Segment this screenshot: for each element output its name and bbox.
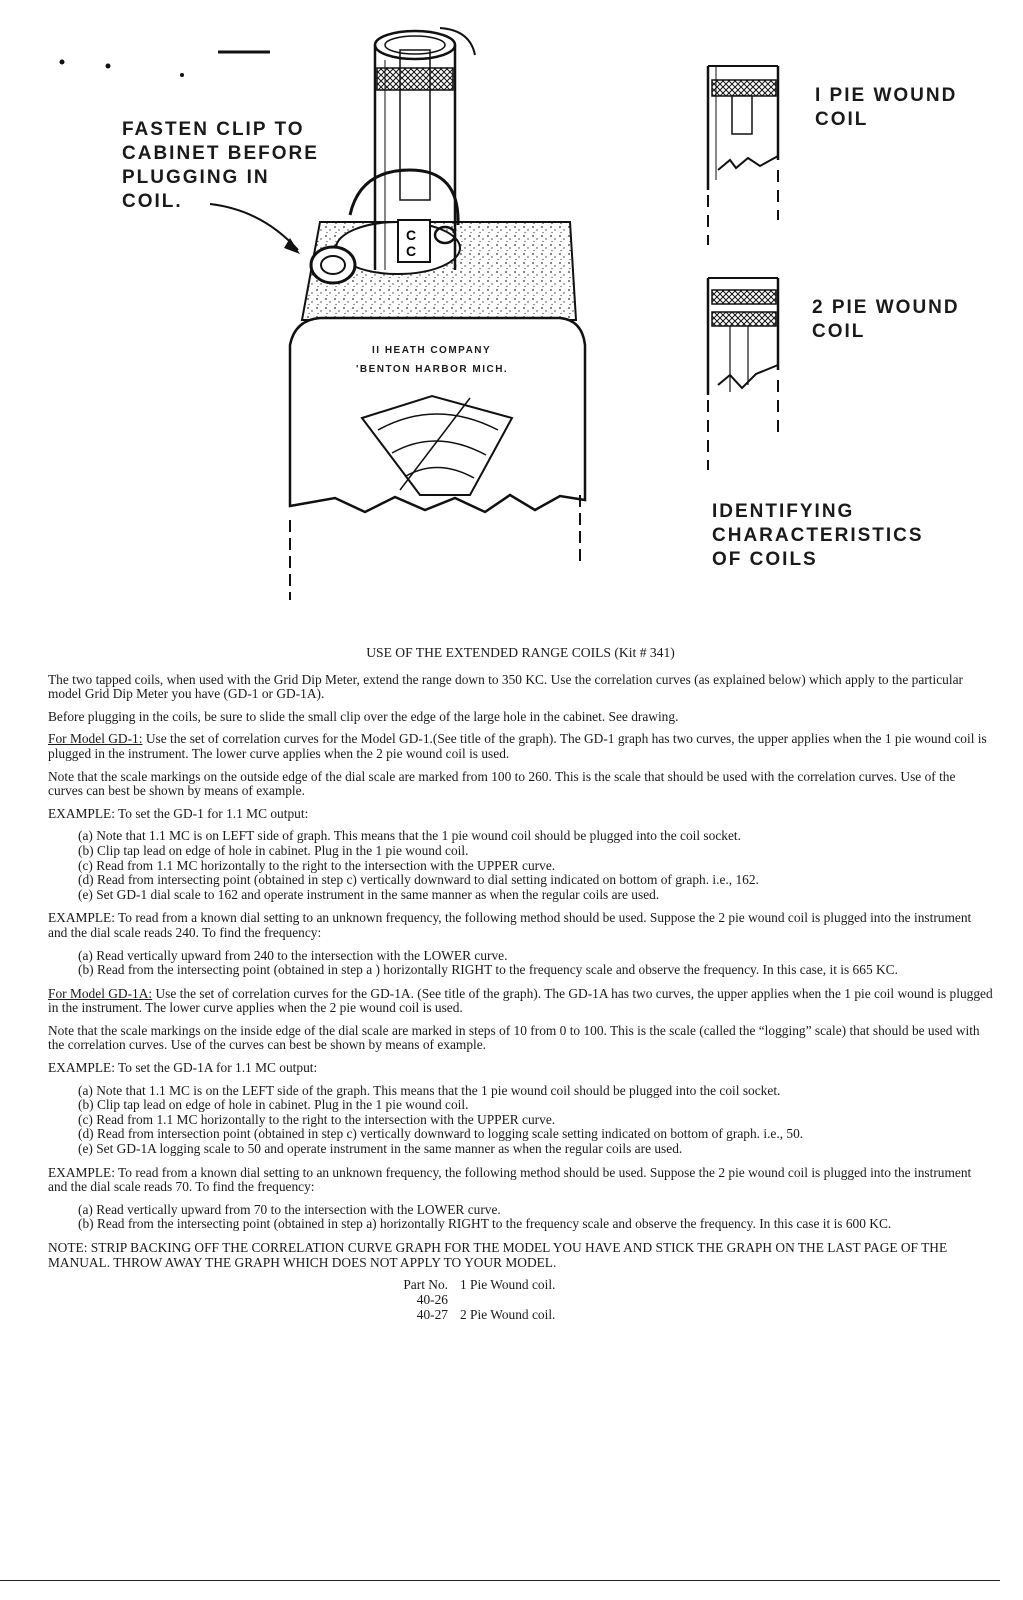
clip-arrowhead	[284, 238, 300, 254]
cabinet-front	[290, 318, 585, 600]
intro-paragraph: The two tapped coils, when used with the Grid Dip Meter, extend the range down to 350 KC. Use the correlation curves (as explained below) which apply to the particular model Grid Dip Meter you have (GD-1 or GD-1A).	[48, 671, 963, 702]
list-item: (a) Note that 1.1 MC is on LEFT side of graph. This means that the 1 pie wound coil should be plugged into the coil socket.	[78, 828, 741, 844]
gd1a-paragraph	[48, 987, 993, 1016]
list-item: (a) Read vertically upward from 70 to the intersection with the LOWER curve.	[78, 1201, 501, 1217]
stray-marks	[60, 52, 271, 77]
part-description: 1 Pie Wound coil.	[460, 1277, 556, 1293]
instruction-text	[48, 646, 993, 1323]
section-title: USE OF THE EXTENDED RANGE COILS (Kit # 341)	[366, 645, 675, 660]
list-item: (c) Read from 1.1 MC horizontally to the right to the intersection with the UPPER curve.	[78, 1111, 556, 1127]
gd1a-example2-steps	[78, 1203, 993, 1232]
list-item: (c) Read from 1.1 MC horizontally to the right to the intersection with the UPPER curve.	[78, 857, 556, 873]
gd1a-example1-steps	[78, 1084, 993, 1157]
one-pie-coil-label: I PIE WOUND COIL	[815, 85, 958, 130]
svg-text:C: C	[406, 227, 417, 243]
list-item: (b) Clip tap lead on edge of hole in cabinet. Plug in the 1 pie wound coil.	[78, 1097, 469, 1113]
part-number: 40-27	[416, 1307, 448, 1323]
cabinet-brand-line1: II HEATH COMPANY	[372, 345, 492, 356]
gd1-paragraph	[48, 732, 993, 761]
gd1-scale-note: Note that the scale markings on the outside edge of the dial scale are marked from 100 to 260. This is the scale that should be used with the correlation curves. Use of the curves can best be shown by means of example.	[48, 768, 956, 799]
bottom-rule	[0, 1580, 1000, 1581]
part-description: 2 Pie Wound coil.	[460, 1307, 556, 1323]
gd1a-scale-note: Note that the scale markings on the inside edge of the dial scale are marked in steps of 10 from 0 to 100. This is the scale (called the “logging” scale) that should be used with the correlation curves. Use of the curves can best be shown by means of example.	[48, 1022, 980, 1053]
part-number: Part No. 40-26	[403, 1277, 448, 1307]
list-item: (e) Set GD-1 dial scale to 162 and operate instrument in the same manner as when the regular coils are used.	[78, 886, 660, 902]
identifying-label: IDENTIFYING CHARACTERISTICS OF COILS	[712, 501, 924, 570]
cabinet-brand-line2: 'BENTON HARBOR MICH.	[356, 364, 509, 375]
gd1-heading: For Model GD-1:	[48, 731, 143, 747]
two-pie-coil-label: 2 PIE WOUND COIL	[812, 297, 960, 342]
list-item: (b) Read from the intersecting point (obtained in step a) horizontally RIGHT to the frequency scale and observe the frequency. In this case it is 600 KC.	[78, 1216, 892, 1232]
gd1-example2-steps	[78, 949, 993, 978]
gd1a-text: Use the set of correlation curves for the GD-1A. (See title of the graph). The GD-1A has two curves, the upper applies when the 1 pie coil wound is plugged in the instrument. The lower curve applies when the 2 pie wound coil is used.	[48, 985, 993, 1016]
list-item: (a) Read vertically upward from 240 to the intersection with the LOWER curve.	[78, 947, 508, 963]
gd1a-heading: For Model GD-1A:	[48, 985, 153, 1001]
gd1-example1-steps	[78, 829, 993, 902]
part-numbers	[388, 1278, 993, 1323]
gd1-example1-title: EXAMPLE: To set the GD-1 for 1.1 MC output:	[48, 805, 309, 821]
list-item: (b) Read from the intersecting point (obtained in step a ) horizontally RIGHT to the frequency scale and observe the frequency. In this case, it is 665 KC.	[78, 962, 898, 978]
gd1a-example2-title: EXAMPLE: To read from a known dial setting to an unknown frequency, the following method should be used. Suppose the 2 pie wound coil is plugged into the instrument and the dial scale reads 70. To find the frequency:	[48, 1164, 972, 1195]
two-pie-coil-drawing	[708, 278, 778, 470]
graph-note: NOTE: STRIP BACKING OFF THE CORRELATION CURVE GRAPH FOR THE MODEL YOU HAVE AND STICK THE GRAPH ON THE LAST PAGE OF THE MANUAL. THROW AWAY THE GRAPH WHICH DOES NOT APPLY TO YOUR MODEL.	[48, 1240, 948, 1270]
gd1-example2-title: EXAMPLE: To read from a known dial setting to an unknown frequency, the following method should be used. Suppose the 2 pie wound coil is plugged into the instrument and the dial scale reads 240. To find the frequency:	[48, 910, 972, 940]
svg-text:C: C	[406, 243, 417, 259]
clip-paragraph: Before plugging in the coils, be sure to slide the small clip over the edge of the large hole in the cabinet. See drawing.	[48, 708, 679, 724]
clip-note-label: FASTEN CLIP TO CABINET BEFORE PLUGGING IN COIL.	[122, 119, 319, 212]
gd1-text: Use the set of correlation curves for the Model GD-1.(See title of the graph). The GD-1 graph has two curves, the upper applies when the 1 pie wound coil is plugged in the instrument. The lower curve applies when the 2 pie wound coil is used.	[48, 731, 987, 761]
illustration	[0, 0, 1023, 620]
one-pie-coil-drawing	[708, 66, 778, 245]
list-item: (a) Note that 1.1 MC is on the LEFT side of the graph. This means that the 1 pie wound coil should be plugged into the coil socket.	[78, 1082, 781, 1098]
list-item: (d) Read from intersecting point (obtained in step c) vertically downward to dial setting indicated on bottom of graph. i.e., 162.	[78, 872, 759, 888]
list-item: (b) Clip tap lead on edge of hole in cabinet. Plug in the 1 pie wound coil.	[78, 842, 469, 858]
list-item: (d) Read from intersection point (obtained in step c) vertically downward to logging scale setting indicated on bottom of graph. i.e., 50.	[78, 1126, 804, 1142]
gd1a-example1-title: EXAMPLE: To set the GD-1A for 1.1 MC output:	[48, 1060, 318, 1076]
list-item: (e) Set GD-1A logging scale to 50 and operate instrument in the same manner as when the regular coils are used.	[78, 1141, 683, 1157]
